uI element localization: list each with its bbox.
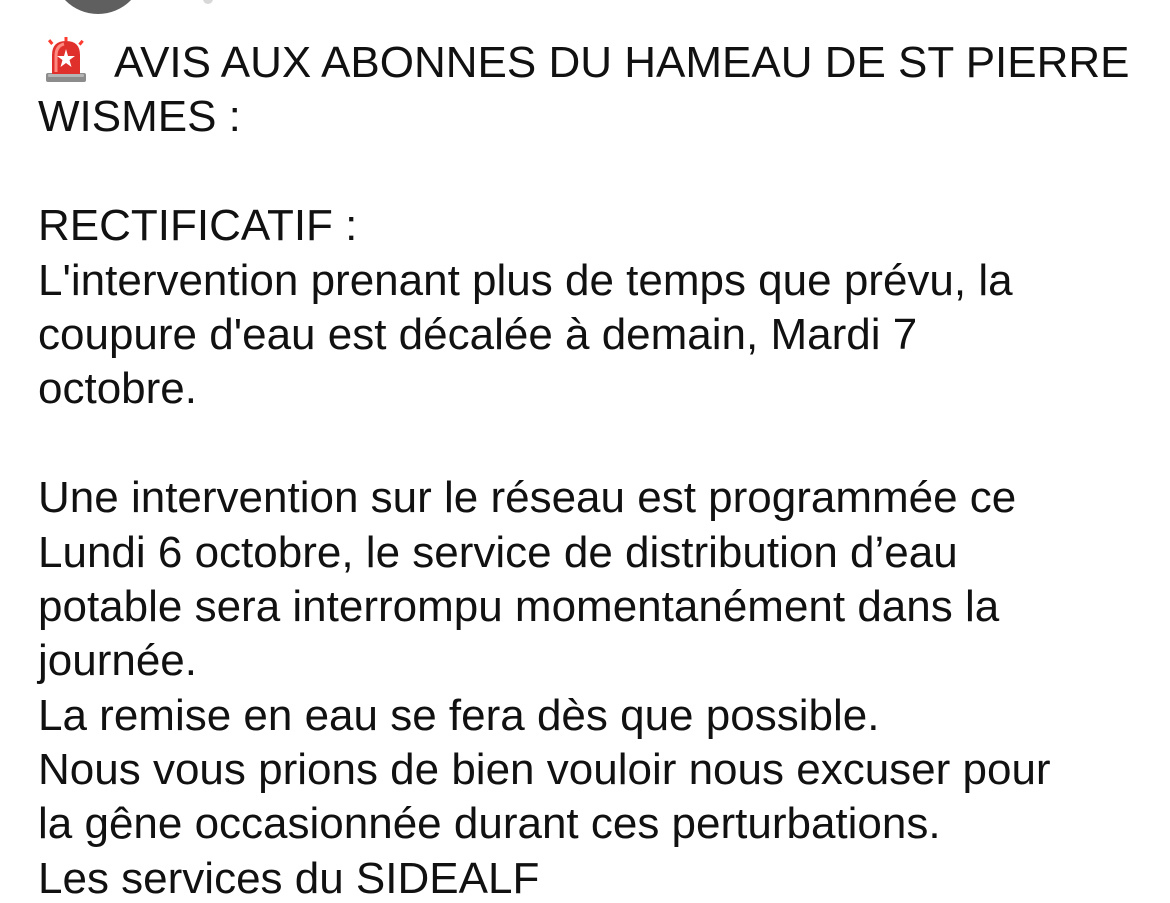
paragraph-spacer	[38, 417, 1148, 471]
signature-line: Les services du SIDEALF	[38, 853, 540, 903]
rectificatif-line: L'intervention prenant plus de temps que prévu, la	[38, 255, 1013, 305]
notice-line: Nous vous prions de bien vouloir nous excuser pour	[38, 745, 1051, 795]
rectificatif-heading: RECTIFICATIF :	[38, 201, 358, 251]
post-title-line-1	[38, 36, 1148, 90]
paragraph-spacer	[38, 145, 1148, 199]
notice-line: potable sera interrompu momentanément dans la	[38, 581, 1000, 631]
post-title-line-2: WISMES :	[38, 92, 241, 142]
notice-line: Lundi 6 octobre, le service de distribution d’eau	[38, 527, 958, 577]
notice-line: Une intervention sur le réseau est programmée ce	[38, 473, 1017, 523]
avatar[interactable]	[52, 0, 144, 14]
notice-line: La remise en eau se fera dès que possible.	[38, 690, 880, 740]
notice-line: la gêne occasionnée durant ces perturbations.	[38, 799, 941, 849]
post-body	[38, 36, 1148, 903]
rectificatif-line: octobre.	[38, 364, 197, 414]
post-title-text-1: AVIS AUX ABONNES DU HAMEAU DE ST PIERRE	[114, 38, 1130, 87]
police-car-light-icon	[44, 37, 88, 83]
notice-line: journée.	[38, 636, 198, 686]
rectificatif-line: coupure d'eau est décalée à demain, Mardi 7	[38, 309, 918, 359]
author-name-fragment	[203, 0, 213, 4]
